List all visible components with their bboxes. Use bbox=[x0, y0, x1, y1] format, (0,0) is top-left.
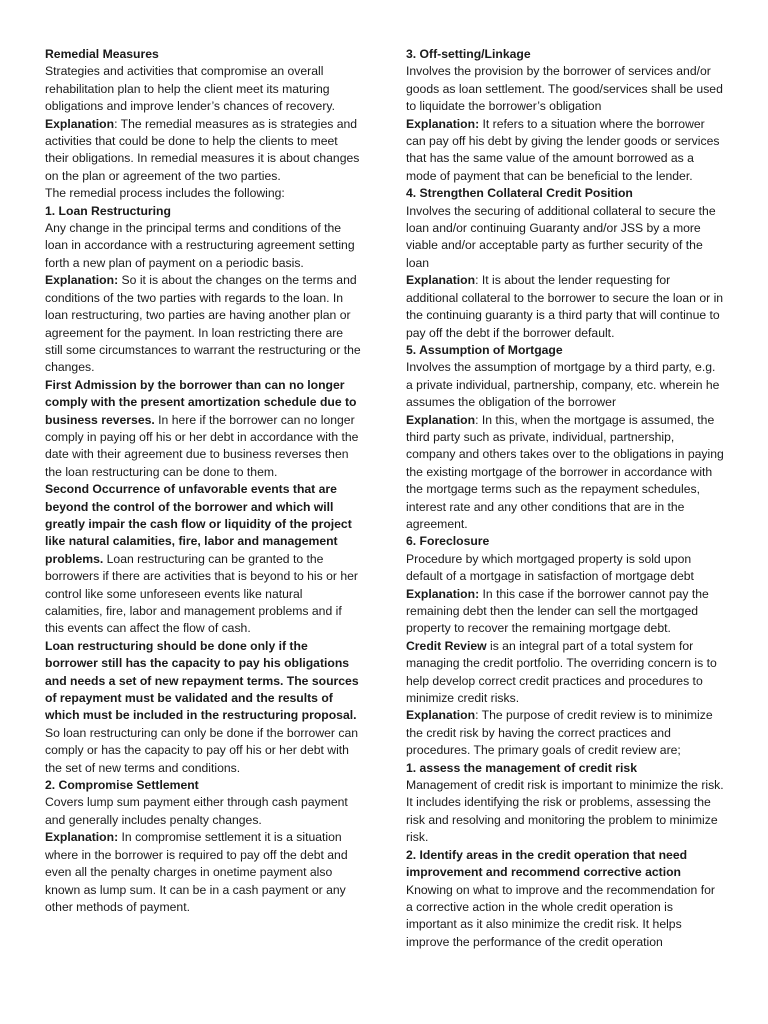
paragraph: Covers lump sum payment either through cash payment and generally includes penalty changes. bbox=[45, 795, 348, 827]
paragraph: Loan restructuring should be done only if the borrower still has the capacity to pay his obligations and needs a set of new repayment terms. The sources of repayment must be validated and the results of which must be included in the restructuring proposal. bbox=[45, 638, 359, 723]
section-heading: 5. Assumption of Mortgage bbox=[406, 342, 563, 357]
paragraph: Knowing on what to improve and the recommendation for a corrective action in the whole credit operation is important as it also minimize the credit risk. It helps improve the performance of the credit operation bbox=[406, 882, 715, 949]
paragraph: So loan restructuring can only be done if the borrower can comply or has the capacity to pay off his or her debt with the set of new terms and conditions. bbox=[45, 725, 358, 775]
paragraph: Management of credit risk is important to minimize the risk. It includes identifying the risk or problems, assessing the risk and resolving and monitoring the problem to minimize risk. bbox=[406, 778, 724, 845]
paragraph: Involves the securing of additional collateral to secure the loan and/or continuing Guaranty and/or JSS by a more viable and/or acceptable party as further security of the loan bbox=[406, 203, 716, 270]
paragraph: The remedial process includes the following: bbox=[45, 186, 285, 201]
section-heading: 3. Off-setting/Linkage bbox=[406, 47, 531, 61]
paragraph: Explanation: The purpose of credit review is to minimize the credit risk by having the correct practices and procedures. The primary goals of credit review are; bbox=[406, 708, 713, 758]
paragraph: Involves the assumption of mortgage by a third party, e.g. a private individual, partnership, company, etc. wherein he assumes the obligation of the borrower bbox=[406, 360, 720, 410]
paragraph: Explanation: The remedial measures as is strategies and activities that could be done to help the clients to meet their obligations. In remedial measures it is about changes on the plan or agreement of the two parties. bbox=[45, 116, 360, 183]
paragraph: Credit Review is an integral part of a total system for managing the credit portfolio. The overriding concern is to help develop correct credit practices and procedures to minimize credit risks. bbox=[406, 638, 717, 706]
right-column bbox=[406, 46, 724, 951]
paragraph: Procedure by which mortgaged property is sold upon default of a mortgage in satisfaction of mortgage debt bbox=[406, 551, 694, 584]
section-heading: 1. Loan Restructuring bbox=[45, 203, 171, 218]
paragraph: Any change in the principal terms and conditions of the loan in accordance with a restructuring agreement setting forth a new plan of payment on a periodic basis. bbox=[45, 221, 355, 270]
section-heading: 2. Identify areas in the credit operation that need improvement and recommend corrective action bbox=[406, 847, 688, 880]
paragraph: Strategies and activities that compromise an overall rehabilitation plan to help the client meet its maturing obligations and improve lender’s chances of recovery. bbox=[45, 64, 335, 114]
paragraph: Explanation: It is about the lender requesting for additional collateral to the borrower to secure the loan or in the continuing guaranty is a third party that will continue to pay off the debt if the borrower default. bbox=[406, 273, 724, 340]
section-heading: 4. Strengthen Collateral Credit Position bbox=[406, 186, 633, 201]
paragraph: Explanation: In compromise settlement it is a situation where in the borrower is required to pay off the debt and even all the penalty charges in onetime payment also known as lump sum. It can be in a cash payment or any other methods of payment. bbox=[45, 830, 348, 914]
paragraph: Second Occurrence of unfavorable events that are beyond the control of the borrower and which will greatly impair the cash flow or liquidity of the project like natural calamities, fire, labor and management problems. Loan restructuring can be granted to the borrowers if there are activities that is beyond to his or her control like some unforeseen events like natural calamities, fire, labor and management problems and if this events can affect the flow of cash. bbox=[45, 482, 358, 636]
section-heading: 6. Foreclosure bbox=[406, 534, 490, 549]
left-column bbox=[45, 46, 363, 916]
paragraph: Involves the provision by the borrower of services and/or goods as loan settlement. The good/services shall be used to liquidate the borrower’s obligation bbox=[406, 64, 723, 114]
paragraph: First Admission by the borrower than can no longer comply with the present amortization schedule due to business reverses. In here if the borrower can no longer comply in paying off his or her debt in accordance with the date with their agreement due to business reverses then the loan restructuring can be done to them. bbox=[45, 377, 359, 479]
paragraph: Explanation: It refers to a situation where the borrower can pay off his debt by giving the lender goods or services that has the same value of the amount borrowed as a mode of payment that can be beneficial to the lender. bbox=[406, 116, 720, 183]
section-heading: 2. Compromise Settlement bbox=[45, 778, 199, 793]
section-heading: 1. assess the management of credit risk bbox=[406, 760, 637, 775]
paragraph: Explanation: So it is about the changes on the terms and conditions of the two parties with regards to the loan. In loan restructuring, two parties are having another plan or agreement for the payment. In loan restricting there are still some circumstances to warrant the restructuring or the changes. bbox=[45, 273, 361, 375]
section-title: Remedial Measures bbox=[45, 47, 159, 61]
paragraph: Explanation: In this case if the borrower cannot pay the remaining debt then the lender can sell the mortgaged property to recover the remaining mortgage debt. bbox=[406, 586, 709, 636]
paragraph: Explanation: In this, when the mortgage is assumed, the third party such as private, individual, partnership, company and others takes over to the obligations in paying the existing mortgage of the borrower in accordance with the mortgage terms such as the repayment schedules, interest rate and any other conditions that are in the agreement. bbox=[406, 412, 724, 531]
